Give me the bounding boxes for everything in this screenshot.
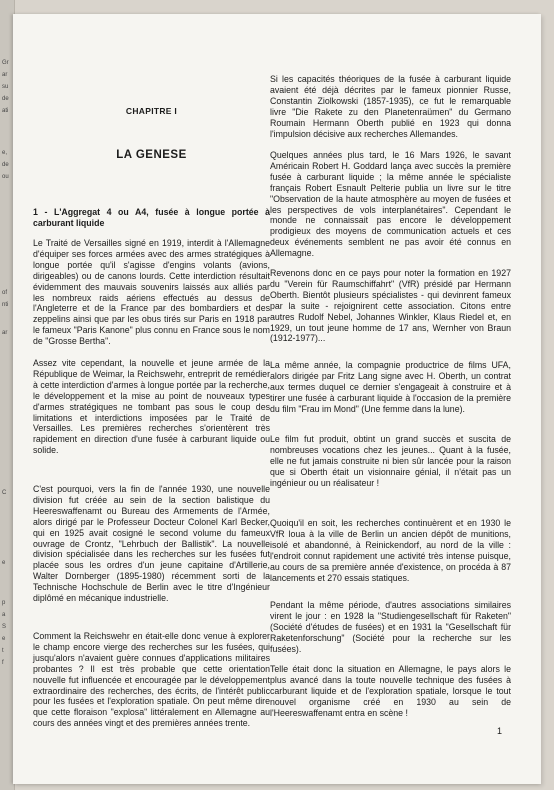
paragraph: Pendant la même période, d'autres associations similaires virent le jour : en 1928 la "Studiengesellschaft für Raketen" (Société d'études de fusées) et en 1931 la "Gesellschaft für Raketenforschung" (Société pour la recherche sur les fusées). [270,600,511,654]
paragraph: Quoiqu'il en soit, les recherches continuèrent et en 1930 le VfR loua à la ville de Berlin un ancien dépôt de munitions, isolé et abandonné, à Reinickendorf, au nord de la ville : l'endroit connut rapidement une activité très intense puisque, au cours de sa première année d'existence, on procéda à 87 lancements et 270 essais statiques. [270,518,511,583]
section-subtitle: 1 - L'Aggregat 4 ou A4, fusée à longue portée à carburant liquide [33,207,270,228]
book-page [13,14,541,784]
paragraph: Quelques années plus tard, le 16 Mars 1926, le savant Américain Robert H. Goddard lança avec succès la première fusée à carburant liquide ; la même année le spécialiste français Robert Esnault Pelterie publia un livre sur le titre "Observation de la haute atmosphère au moyen de fusées et les perspectives de vols interplanétaires". Cependant le monde ne connaissait pas encore le développement prodigieux des moyens de communication actuels et ces deux événements semblent ne pas avoir été connus en Allemagne. [270,150,511,259]
margin-fragment: Gr [2,60,9,66]
margin-fragment: a [2,612,6,618]
margin-fragment: t [2,648,4,654]
paragraph: Assez vite cependant, la nouvelle et jeune armée de la République de Weimar, la Reichswehr, entreprit de remédier à cette interdiction d'armes à longue portée par la recherche, le développement et la mise au point de nouveaux types d'armes stratégiques ne tombant pas sous le coup des limitations et interdictions imposées par le Traité de Versailles. Les premières recherches s'orientèrent très rapidement en direction d'une fusée à carburant liquide ou solide. [33,358,270,456]
margin-fragment: de [2,162,9,168]
margin-fragment: e [2,636,6,642]
margin-fragment: de [2,96,9,102]
margin-fragment: ati [2,108,9,114]
margin-fragment: ar [2,72,8,78]
paragraph: Telle était donc la situation en Allemagne, le pays alors le plus avancé dans la toute nouvelle technique des fusées à carburant liquide et de l'exploration spatiale, lorsque le tout nouvel organisme créé en 1930 au sein de l'Heereswaffenamt entra en scène ! [270,664,511,718]
paragraph: Comment la Reichswehr en était-elle donc venue à explorer le champ encore vierge des recherches sur les fusées, qui jusqu'alors n'avaient guère connues d'applications militaires probantes ? Il est très probable que cette orientation nouvelle fut influencée et encouragée par le développement extraordinaire des recherches, des écrits, de l'intérêt public pour les fusées et l'exploration spatiale. On peut même dire que cette floraison "explosa" littéralement en Allemagne au cours des années vingt et des premières années trente. [33,631,270,729]
margin-fragment: of [2,290,8,296]
page-number: 1 [497,726,503,736]
margin-fragment: S [2,624,7,630]
paragraph: Le film fut produit, obtint un grand succès et suscita de nombreuses vocations chez les jeunes... Quant à la fusée, elle ne fut jamais construite ni bien sûr lancée pour la raison que si Oberth était un visionnaire génial, il n'était pas un ingénieur ou un réalisateur ! [270,434,511,488]
paragraph: Revenons donc en ce pays pour noter la formation en 1927 du "Verein für Raumschiffahrt" (VfR) présidé par Hermann Oberth. Bientôt plusieurs spécialistes - qui devinrent fameux par la suite - rejoignirent cette association. Citons entre autres Rudolf Nebel, Johannes Winkler, Klaus Riedel et, en 1929, un tout jeune homme de 17 ans, Wernher von Braun (1912-1977)... [270,268,511,344]
paragraph: Le Traité de Versailles signé en 1919, interdit à l'Allemagne d'équiper ses forces armées avec des armes stratégiques à longue portée qu'il s'agisse d'engins volants (avions, dirigeables) ou de canons lourds. Cette interdiction résultait évidemment des mauvais souvenirs laissés aux alliés par les nombreux raids aériens effectués au dessus de l'Angleterre et de la France par des bombardiers et des zeppelins ainsi que par les obus tirés sur Paris en 1918 par le fameux "Paris Kanone" plus connu en France sous le nom de "Grosse Bertha". [33,238,270,347]
chapter-heading: CHAPITRE I [125,106,178,116]
margin-fragment: p [2,600,6,606]
paragraph: La même année, la compagnie productrice de films UFA, alors dirigée par Fritz Lang signe avec H. Oberth, un contrat aux termes duquel ce dernier s'engageait à construire et à tirer une fusée à carburant liquide à l'occasion de la première du film "Frau im Mond" (Une femme dans la lune). [270,360,511,414]
paragraph: Si les capacités théoriques de la fusée à carburant liquide avaient été déjà décrites par le fameux pionnier Russe, Constantin Ziolkowski (1857-1935), ce fut le remarquable livre "Die Rakete zu den Planetenraümen" du Germano Roumain Hermann Oberth publié en 1923 qui donna l'impulsion décisive aux recherches Allemandes. [270,74,511,139]
margin-fragment: nti [2,302,9,308]
margin-fragment: ar [2,330,8,336]
margin-fragment: f [2,660,4,666]
margin-fragment: e, [2,150,8,156]
margin-fragment: C [2,490,7,496]
chapter-title: LA GENESE [116,149,187,161]
margin-fragment: ou [2,174,9,180]
paragraph: C'est pourquoi, vers la fin de l'année 1930, une nouvelle division fut créée au sein de la section balistique du Heereswaffenamt ou Bureau des Armements de l'Armée, alors dirigé par le Professeur Docteur Colonel Karl Becker, qui en 1925 avait cosigné le second volume du fameux ouvrage de Crontz, "Lehrbuch der Ballistik". La nouvelle division spécialisée dans les recherches sur les fusées fut placée sous les ordres d'un jeune capitaine d'Artillerie, Walter Dornberger (1895-1980) récemment sorti de la Technische Hochschule de Berlin avec le titre d'Ingénieur diplômé en mécanique industrielle. [33,484,270,604]
margin-fragment: su [2,84,9,90]
margin-fragment: e [2,560,6,566]
